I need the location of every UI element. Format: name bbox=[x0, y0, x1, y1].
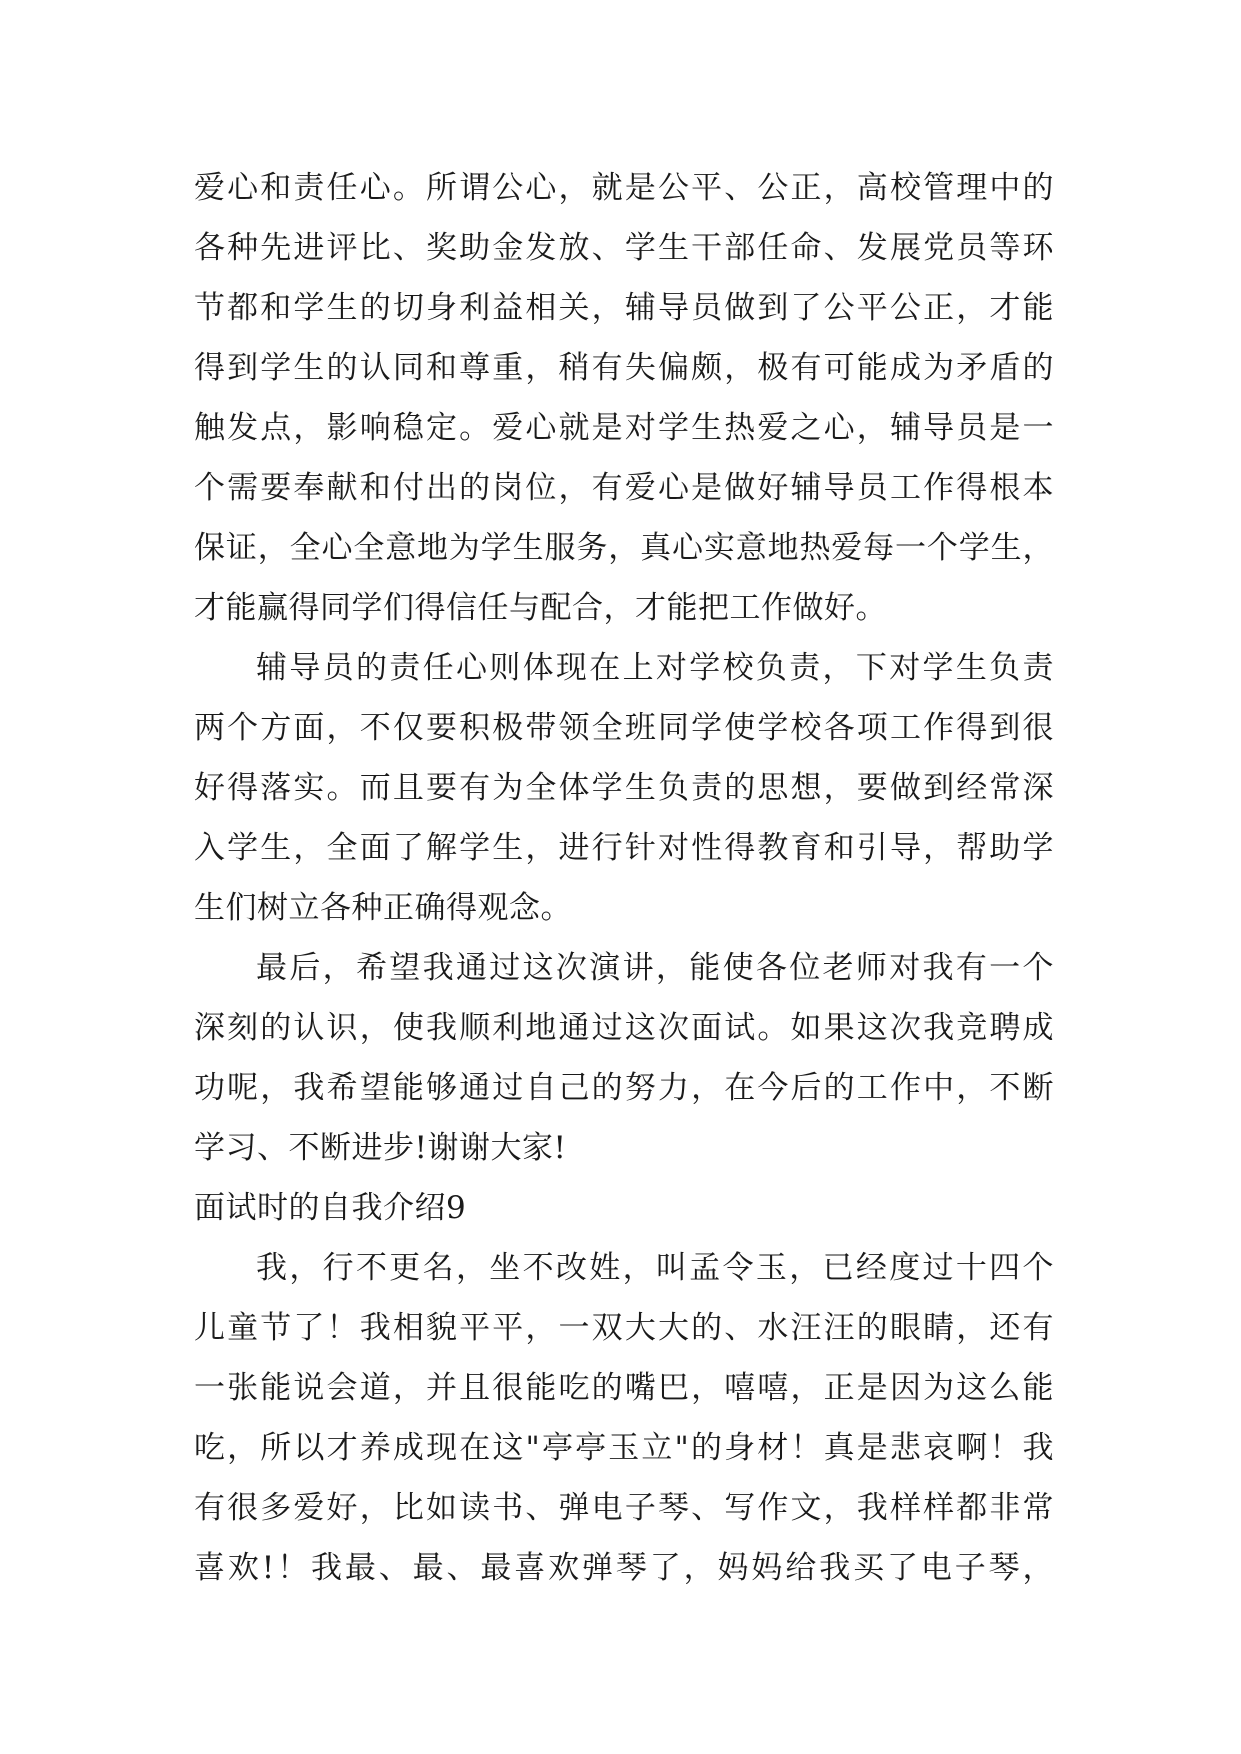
text-line: 节都和学生的切身利益相关，辅导员做到了公平公正，才能 bbox=[194, 290, 1054, 326]
text-line: 两个方面，不仅要积极带领全班同学使学校各项工作得到很 bbox=[194, 710, 1054, 746]
text-line: 才能赢得同学们得信任与配合，才能把工作做好。 bbox=[194, 590, 887, 626]
text-line: 个需要奉献和付出的岗位，有爱心是做好辅导员工作得根本 bbox=[194, 470, 1054, 506]
text-line: 我，行不更名，坐不改姓，叫孟令玉，已经度过十四个 bbox=[256, 1250, 1054, 1286]
text-line: 最后，希望我通过这次演讲，能使各位老师对我有一个 bbox=[256, 950, 1054, 986]
paragraph-caring-responsibility bbox=[194, 158, 1054, 638]
text-line: 入学生，全面了解学生，进行针对性得教育和引导，帮助学 bbox=[194, 830, 1054, 866]
text-line: 深刻的认识，使我顺利地通过这次面试。如果这次我竞聘成 bbox=[194, 1010, 1054, 1046]
text-line: 喜欢!！我最、最、最喜欢弹琴了，妈妈给我买了电子琴， bbox=[194, 1550, 1054, 1586]
text-line: 吃，所以才养成现在这"亭亭玉立"的身材！真是悲哀啊！我 bbox=[194, 1430, 1054, 1466]
text-line: 有很多爱好，比如读书、弹电子琴、写作文，我样样都非常 bbox=[194, 1490, 1054, 1526]
text-line: 一张能说会道，并且很能吃的嘴巴，嘻嘻，正是因为这么能 bbox=[194, 1370, 1054, 1406]
text-line: 功呢，我希望能够通过自己的努力，在今后的工作中，不断 bbox=[194, 1070, 1054, 1106]
document-body bbox=[194, 158, 1054, 1598]
text-line: 好得落实。而且要有为全体学生负责的思想，要做到经常深 bbox=[194, 770, 1054, 806]
text-line: 触发点，影响稳定。爱心就是对学生热爱之心，辅导员是一 bbox=[194, 410, 1054, 446]
text-line: 得到学生的认同和尊重，稍有失偏颇，极有可能成为矛盾的 bbox=[194, 350, 1054, 386]
text-line: 辅导员的责任心则体现在上对学校负责，下对学生负责 bbox=[256, 650, 1054, 686]
section-heading: 面试时的自我介绍9 bbox=[194, 1190, 467, 1226]
text-line: 生们树立各种正确得观念。 bbox=[194, 890, 572, 926]
text-line: 学习、不断进步!谢谢大家! bbox=[194, 1130, 567, 1166]
paragraph-closing bbox=[194, 938, 1054, 1178]
text-line: 爱心和责任心。所谓公心，就是公平、公正，高校管理中的 bbox=[194, 170, 1054, 206]
paragraph-responsibility bbox=[194, 638, 1054, 938]
text-line: 儿童节了！我相貌平平，一双大大的、水汪汪的眼睛，还有 bbox=[194, 1310, 1054, 1346]
text-line: 保证，全心全意地为学生服务，真心实意地热爱每一个学生， bbox=[194, 530, 1054, 566]
paragraph-self-introduction bbox=[194, 1238, 1054, 1598]
text-line: 各种先进评比、奖助金发放、学生干部任命、发展党员等环 bbox=[194, 230, 1054, 266]
